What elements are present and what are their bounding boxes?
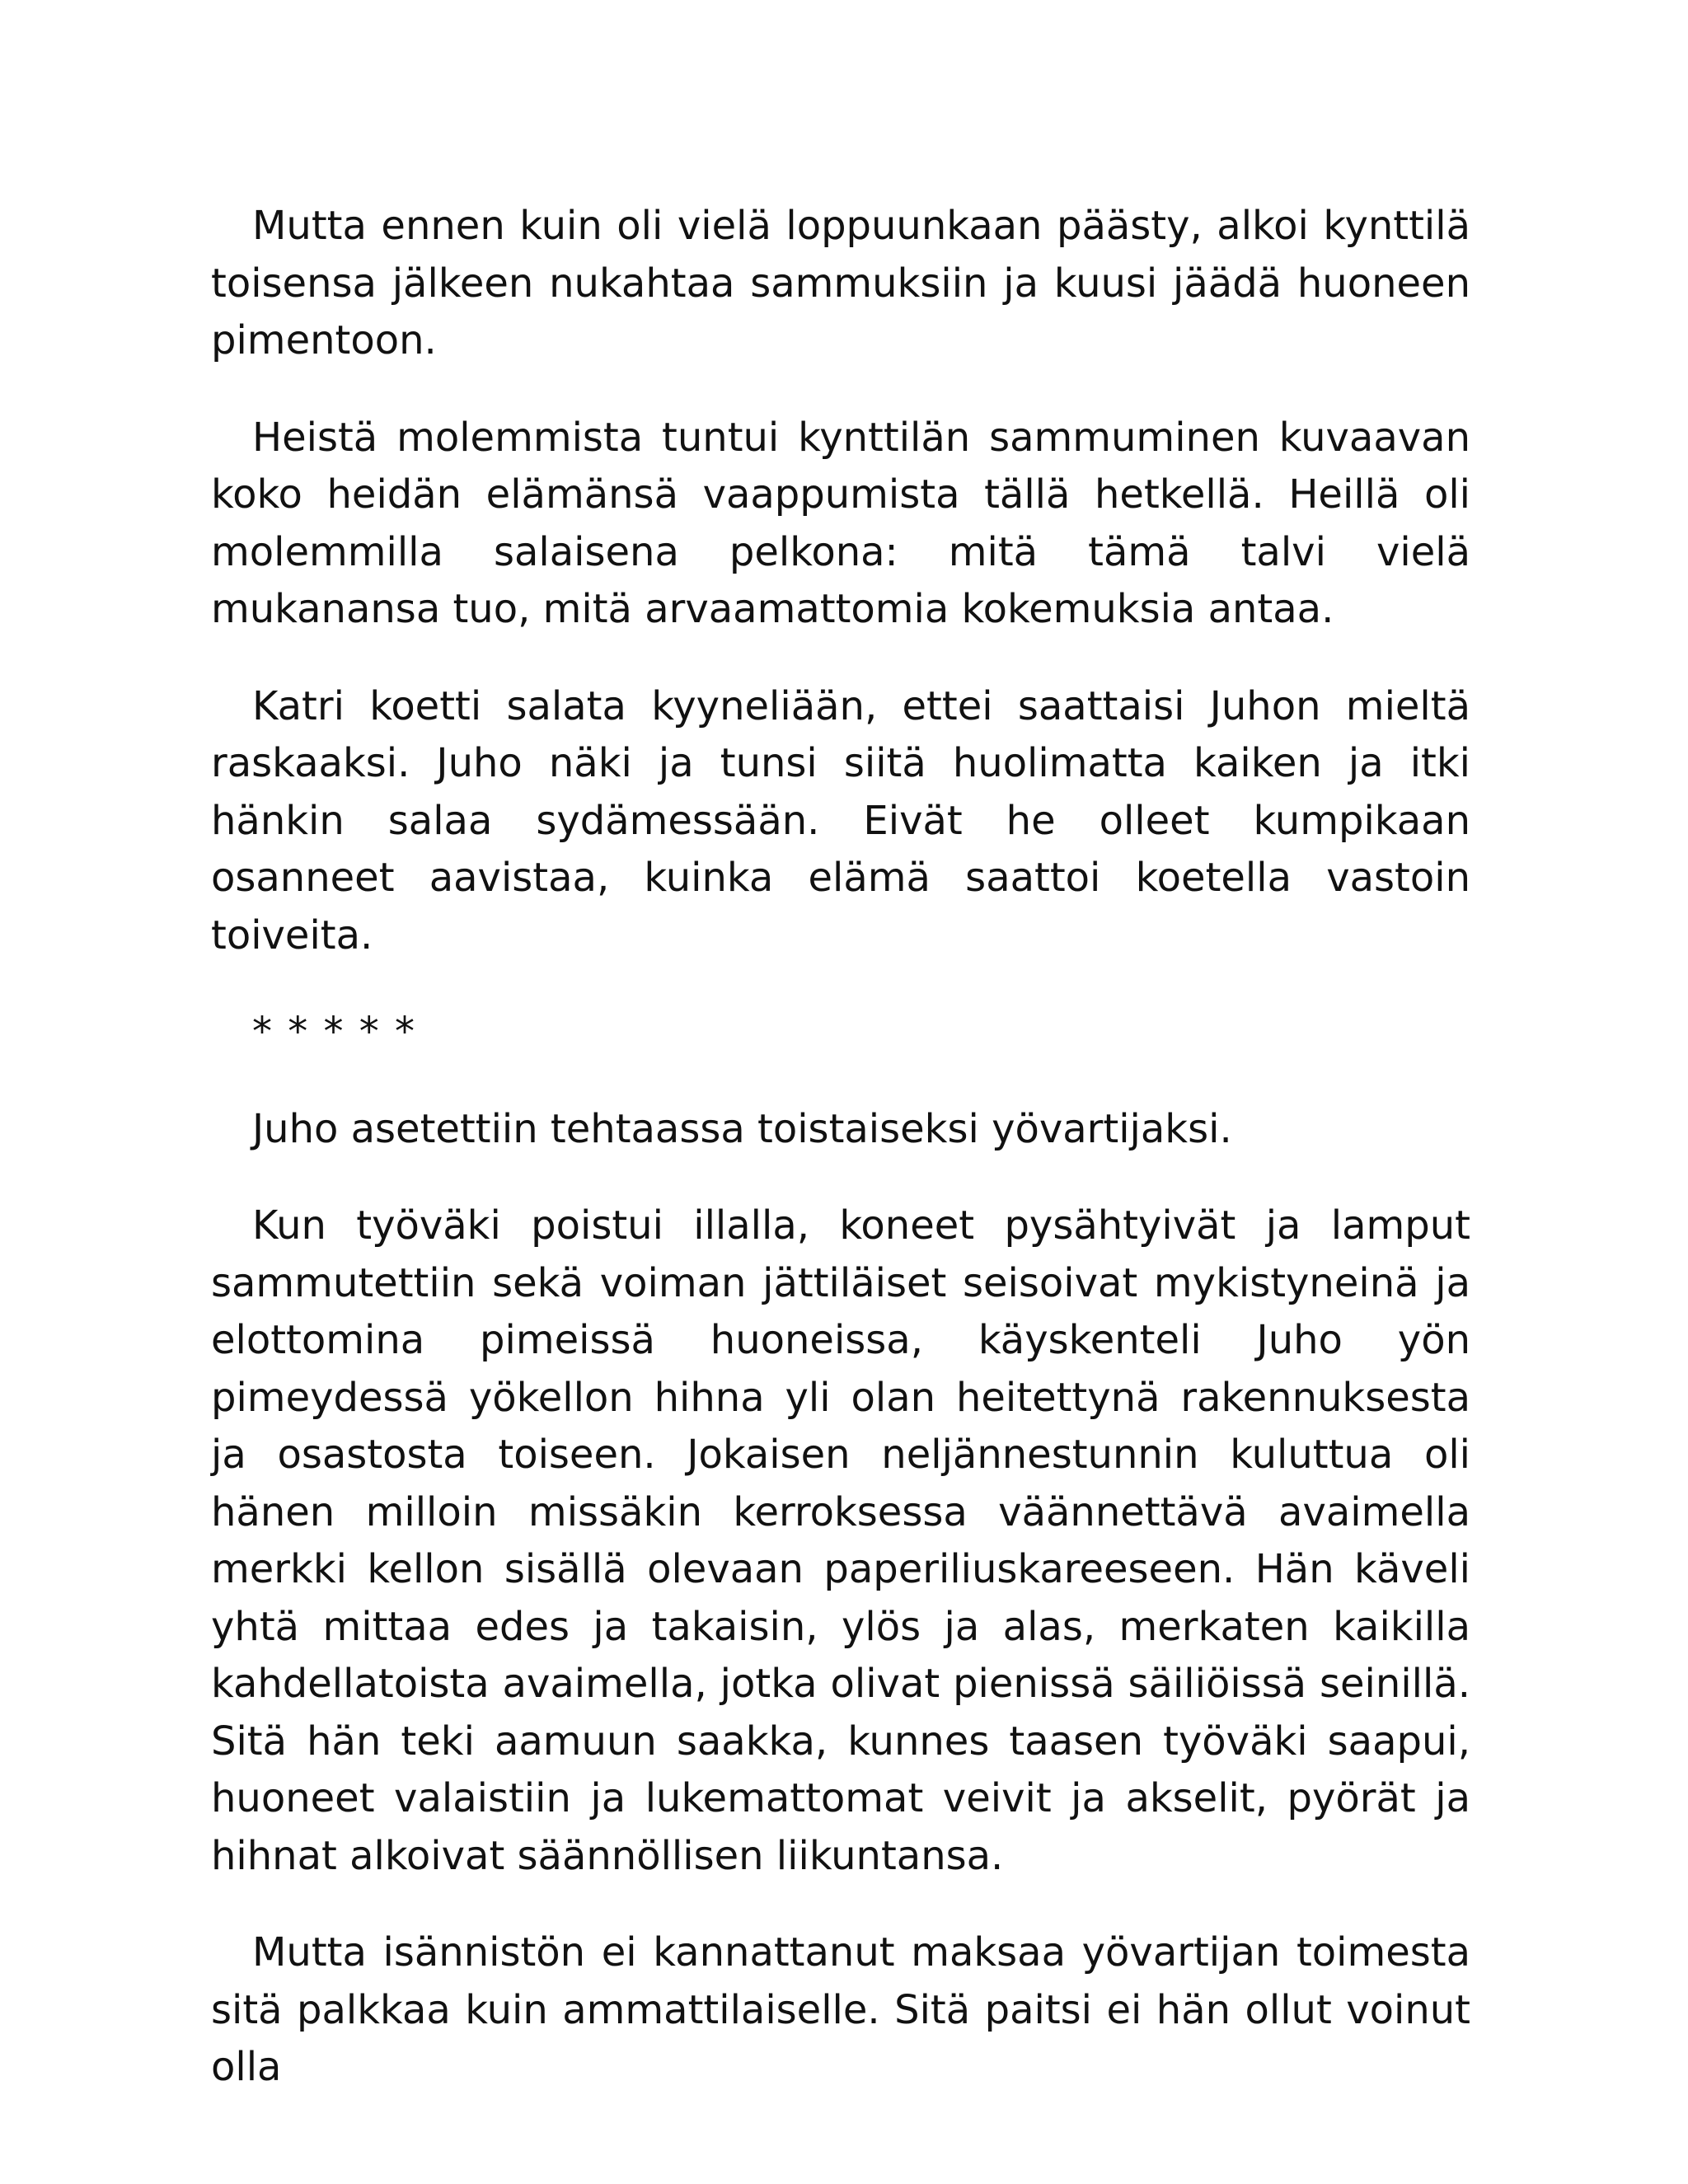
paragraph-wages: Mutta isännistön ei kannattanut maksaa yövartijan toimesta sitä palkkaa kuin ammattilaiselle. Sitä paitsi ei hän ollut voinut olla bbox=[211, 1929, 1470, 2090]
paragraph-katri-tears: Katri koetti salata kyyneliään, ettei saattaisi Juhon mieltä raskaaksi. Juho näki ja tunsi siitä huolimatta kaiken ja itki hänkin salaa sydämessään. Eivät he olleet kumpikaan osanneet aavistaa, kuinka elämä saattoi koetella vastoin toiveita. bbox=[211, 682, 1470, 958]
document-body bbox=[211, 198, 1470, 2097]
section-separator: * * * * * bbox=[252, 1009, 415, 1055]
paragraph-fear-of-winter: Heistä molemmista tuntui kynttilän sammuminen kuvaavan koko heidän elämänsä vaappumista tällä hetkellä. Heillä oli molemmilla salaisena pelkona: mitä tämä talvi vielä mukanansa tuo, mitä arvaamattomia kokemuksia antaa. bbox=[211, 414, 1470, 632]
paragraph-night-rounds: Kun työväki poistui illalla, koneet pysähtyivät ja lamput sammutettiin sekä voiman jättiläiset seisoivat mykistyneinä ja elottomina pimeissä huoneissa, käyskenteli Juho yön pimeydessä yökellon hihna yli olan heitettynä rakennuksesta ja osastosta toiseen. Jokaisen neljännestunnin kuluttua oli hänen milloin missäkin kerroksessa väännettävä avaimella merkki kellon sisällä olevaan paperiliuskareeseen. Hän käveli yhtä mittaa edes ja takaisin, ylös ja alas, merkaten kaikilla kahdellatoista avaimella, jotka olivat pienissä säiliöissä seinillä. Sitä hän teki aamuun saakka, kunnes taasen työväki saapui, huoneet valaistiin ja lukemattomat veivit ja akselit, pyörät ja hihnat alkoivat säännöllisen liikuntansa. bbox=[211, 1202, 1470, 1879]
paragraph-night-watchman: Juho asetettiin tehtaassa toistaiseksi yövartijaksi. bbox=[252, 1105, 1232, 1152]
paragraph-candles-going-out: Mutta ennen kuin oli vielä loppuunkaan päästy, alkoi kynttilä toisensa jälkeen nukahtaa sammuksiin ja kuusi jäädä huoneen pimentoon. bbox=[211, 203, 1470, 363]
